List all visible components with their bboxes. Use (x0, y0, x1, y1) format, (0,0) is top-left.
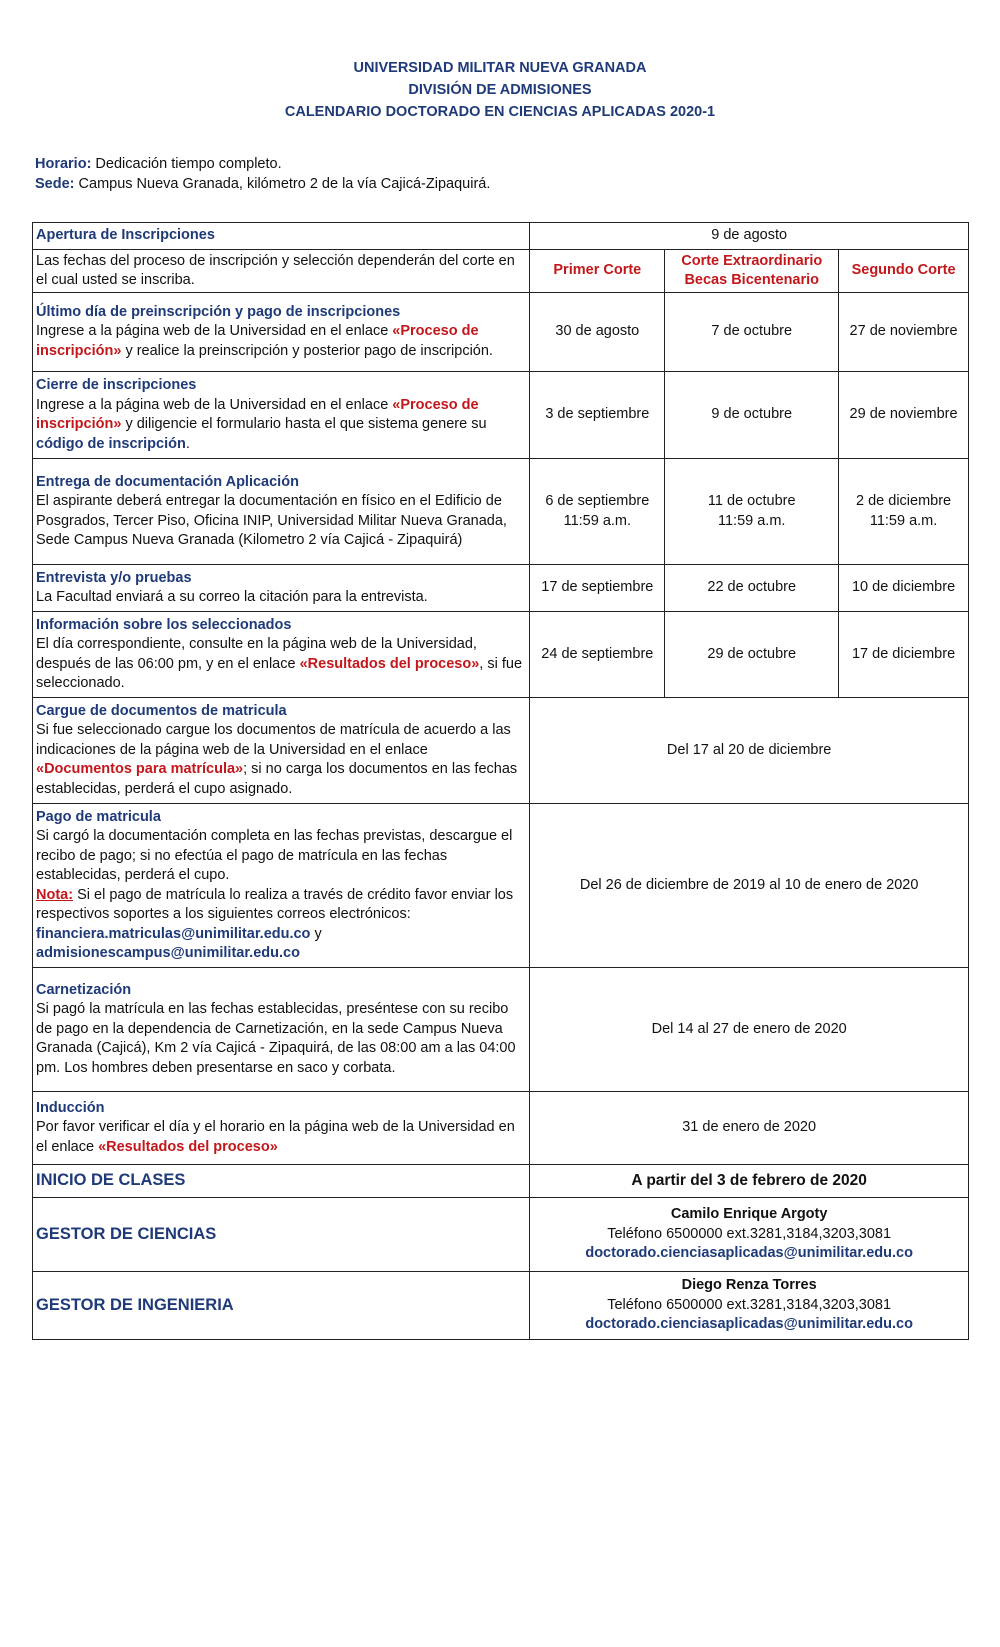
cierre-text-mid: y diligencie el formulario hasta el que sistema genere su (121, 416, 487, 432)
cortes-note: Las fechas del proceso de inscripción y selección dependerán del corte en el cual usted se inscriba. (33, 250, 530, 293)
cierre-text: Ingrese a la página web de la Universidad en el enlace (36, 396, 393, 413)
entrevista-title: Entrevista y/o pruebas (36, 569, 192, 586)
sede-line (35, 174, 490, 194)
cierre-date-1: 3 de septiembre (530, 372, 665, 459)
calendar-title: CALENDARIO DOCTORADO EN CIENCIAS APLICADAS 2020-1 (284, 104, 716, 120)
nota-label: Nota: (36, 886, 74, 903)
documentacion-date-2-time: 11:59 a.m. (718, 512, 786, 529)
documentacion-date-2-day: 11 de octubre (707, 493, 796, 509)
proceso-inscripcion-link[interactable]: «Proceso de inscripción» (36, 396, 479, 432)
preinscripcion-description (33, 293, 530, 372)
table-row (33, 804, 969, 968)
table-row (33, 293, 969, 372)
cargue-title: Cargue de documentos de matricula (36, 702, 287, 719)
gestor-ingenieria-label: GESTOR DE INGENIERIA (33, 1272, 530, 1340)
seleccionados-text-end: , si fue seleccionado. (36, 655, 523, 691)
table-row (33, 612, 969, 698)
gestor-ciencias-label: GESTOR DE CIENCIAS (33, 1198, 530, 1272)
induccion-description (33, 1092, 530, 1165)
preinscripcion-date-3: 27 de noviembre (839, 293, 969, 372)
documentos-matricula-link[interactable]: «Documentos para matrícula» (36, 761, 244, 778)
table-row (33, 372, 969, 459)
carnet-title: Carnetización (36, 981, 132, 998)
apertura-date: 9 de agosto (530, 223, 969, 250)
gestor-ingenieria-name: Diego Renza Torres (681, 1277, 817, 1294)
horario-line (35, 154, 490, 174)
seleccionados-description (33, 612, 530, 698)
table-row (33, 1092, 969, 1165)
seleccionados-date-3: 17 de diciembre (839, 612, 969, 698)
documentacion-date-2 (665, 459, 839, 565)
apertura-title: Apertura de Inscripciones (36, 227, 215, 244)
table-row (33, 968, 969, 1092)
table-row (33, 223, 969, 250)
column-header-segundo-corte: Segundo Corte (839, 250, 969, 293)
corte-extraordinario-line1: Corte Extraordinario (681, 252, 823, 269)
gestor-ciencias-phone: Teléfono 6500000 ext.3281,3184,3203,3081 (607, 1225, 892, 1242)
table-row (33, 1165, 969, 1198)
entrevista-description (33, 565, 530, 612)
codigo-inscripcion: código de inscripción (36, 435, 186, 452)
preinscripcion-title: Último día de preinscripción y pago de inscripciones (36, 303, 401, 320)
documentacion-date-1-day: 6 de septiembre (545, 493, 650, 509)
preinscripcion-date-1: 30 de agosto (530, 293, 665, 372)
table-row (33, 250, 969, 293)
cierre-title: Cierre de inscripciones (36, 377, 197, 393)
cierre-description (33, 372, 530, 459)
resultados-proceso-link[interactable]: «Resultados del proceso» (98, 1138, 278, 1155)
entrevista-date-1: 17 de septiembre (530, 565, 665, 612)
table-row (33, 1198, 969, 1272)
preinscripcion-date-2: 7 de octubre (665, 293, 839, 372)
gestor-ciencias-email[interactable]: doctorado.cienciasaplicadas@unimilitar.edu.co (585, 1245, 913, 1262)
carnet-date: Del 14 al 27 de enero de 2020 (530, 968, 969, 1092)
pago-description (33, 804, 530, 968)
induccion-date: 31 de enero de 2020 (530, 1092, 969, 1165)
documentacion-date-3-time: 11:59 a.m. (869, 512, 938, 529)
table-row (33, 565, 969, 612)
induccion-text: Por favor verificar el día y el horario en la página web de la Universidad en el enlace (36, 1119, 515, 1155)
entrevista-text: La Facultad enviará a su correo la citación para la entrevista. (36, 589, 428, 605)
preinscripcion-text: Ingrese a la página web de la Universidad en el enlace (36, 323, 393, 340)
preinscripcion-text-end: y realice la preinscripción y posterior pago de inscripción. (121, 342, 493, 359)
documentacion-date-3-day: 2 de diciembre (856, 493, 952, 509)
pago-nota-text: Si el pago de matrícula lo realiza a través de crédito favor enviar los respectivos soportes a los siguientes correos electrónicos: (36, 886, 514, 922)
carnet-text: Si pagó la matrícula en las fechas establecidas, preséntese con su recibo de pago en la dependencia de Carnetización, en la sede Campus Nueva Granada (Cajicá), Km 2 vía Cajicá - Zipaquirá, de las 08:00 am a las 04:00 pm. Los hombres deben presentarse en saco y corbata. (36, 1001, 516, 1076)
column-header-corte-extraordinario (665, 250, 839, 293)
seleccionados-title: Información sobre los seleccionados (36, 616, 292, 633)
gestor-ingenieria-phone: Teléfono 6500000 ext.3281,3184,3203,3081 (607, 1296, 892, 1313)
cargue-description (33, 698, 530, 804)
documentacion-date-1 (530, 459, 665, 565)
gestor-ingenieria-email[interactable]: doctorado.cienciasaplicadas@unimilitar.edu.co (585, 1316, 913, 1333)
sede-label: Sede: (35, 176, 75, 192)
table-row (33, 698, 969, 804)
calendar-table (32, 222, 969, 1340)
document-header (0, 57, 1000, 123)
entrevista-date-2: 22 de octubre (665, 565, 839, 612)
documentacion-date-3 (839, 459, 969, 565)
induccion-title: Inducción (36, 1099, 105, 1116)
documentacion-date-1-time: 11:59 a.m. (563, 512, 632, 529)
carnet-description (33, 968, 530, 1092)
pago-title: Pago de matricula (36, 808, 161, 825)
gestor-ingenieria-contact (530, 1272, 969, 1340)
email-admisiones[interactable]: admisionescampus@unimilitar.edu.co (36, 945, 300, 961)
pago-text: Si cargó la documentación completa en las fechas previstas, descargue el recibo de pago; si no efectúa el pago de matrícula en las fechas establecidas, perderá el cupo. (36, 828, 513, 883)
gestor-ciencias-contact (530, 1198, 969, 1272)
gestor-ciencias-name: Camilo Enrique Argoty (670, 1206, 828, 1223)
table-row (33, 459, 969, 565)
seleccionados-date-2: 29 de octubre (665, 612, 839, 698)
horario-label: Horario: (35, 156, 92, 172)
documentacion-title: Entrega de documentación Aplicación (36, 473, 299, 490)
seleccionados-text: El día correspondiente, consulte en la página web de la Universidad, después de las 06:00 pm, y en el enlace (36, 636, 477, 672)
inicio-clases-label: INICIO DE CLASES (33, 1165, 530, 1198)
documentacion-text: El aspirante deberá entregar la documentación en físico en el Edificio de Posgrados, Tercer Piso, Oficina INIP, Universidad Militar Nueva Granada, Sede Campus Nueva Granada (Kilometro 2 vía Cajicá - Zipaquirá) (36, 493, 507, 548)
cierre-date-2: 9 de octubre (665, 372, 839, 459)
division-name: DIVISIÓN DE ADMISIONES (408, 82, 592, 98)
cargue-date: Del 17 al 20 de diciembre (530, 698, 969, 804)
entrevista-date-3: 10 de diciembre (839, 565, 969, 612)
pago-date: Del 26 de diciembre de 2019 al 10 de enero de 2020 (530, 804, 969, 968)
proceso-inscripcion-link[interactable]: «Proceso de inscripción» (36, 323, 479, 359)
table-row (33, 1272, 969, 1340)
schedule-info (35, 154, 490, 194)
sede-value: Campus Nueva Granada, kilómetro 2 de la vía Cajicá-Zipaquirá. (74, 176, 491, 192)
horario-value: Dedicación tiempo completo. (91, 156, 282, 172)
cargue-text-end: ; si no carga los documentos en las fechas establecidas, perderá el cupo asignado. (36, 761, 518, 797)
corte-extraordinario-line2: Becas Bicentenario (684, 272, 820, 288)
resultados-proceso-link[interactable]: «Resultados del proceso» (299, 655, 480, 672)
seleccionados-date-1: 24 de septiembre (530, 612, 665, 698)
cierre-text-end: . (185, 435, 190, 452)
pago-and: y (310, 925, 322, 942)
cargue-text: Si fue seleccionado cargue los documentos de matrícula de acuerdo a las indicaciones de la página web de la Universidad en el enlace (36, 722, 511, 758)
cierre-date-3: 29 de noviembre (839, 372, 969, 459)
apertura-title-cell (33, 223, 530, 250)
column-header-primer-corte: Primer Corte (530, 250, 665, 293)
email-financiera[interactable]: financiera.matriculas@unimilitar.edu.co (36, 925, 311, 942)
documentacion-description (33, 459, 530, 565)
inicio-clases-date: A partir del 3 de febrero de 2020 (530, 1165, 969, 1198)
university-name: UNIVERSIDAD MILITAR NUEVA GRANADA (353, 60, 647, 76)
